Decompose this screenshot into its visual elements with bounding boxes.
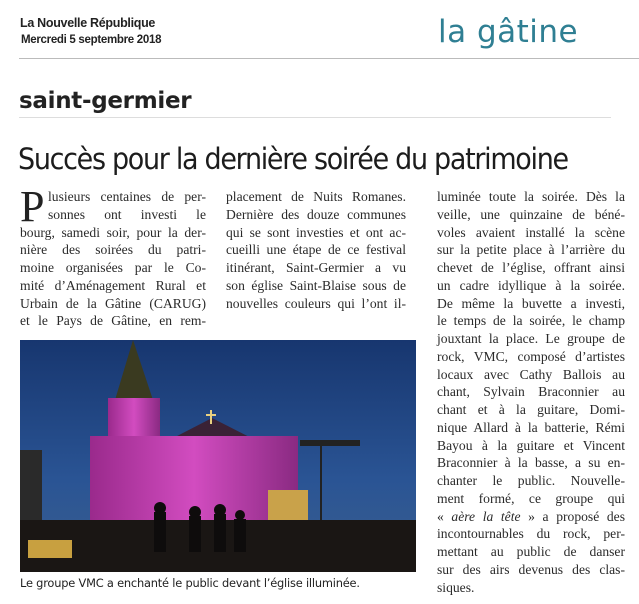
text-line: moine organisées par le Co-	[20, 260, 206, 275]
text-line: chanter le public. Nouvelle-	[437, 473, 625, 488]
article-column-1	[20, 182, 206, 330]
text-line: siques.	[437, 579, 475, 595]
article-column-3	[437, 188, 625, 596]
issue-date: Mercredi 5 septembre 2018	[21, 34, 162, 46]
text-line: nouvelles couleurs qui l’ont il-	[226, 295, 406, 311]
text-line: son église Saint-Blaise sous de	[226, 277, 406, 293]
text-line: Braconnier à la basse, a su en-	[437, 455, 625, 471]
text-line: itinérant, Saint-Germier a vu	[226, 260, 406, 275]
text-line: sonnes ont investi le	[48, 206, 206, 222]
town-heading: saint-germier	[19, 88, 192, 114]
text-line: jouxtant la place. Le groupe de	[437, 331, 625, 346]
text-line: Dernière des douze communes	[226, 206, 406, 222]
text-line: placement de Nuits Romanes.	[226, 189, 406, 204]
text-line: sur des airs devenus des clas-	[437, 561, 625, 577]
text-line: rock, VMC, composé d’artistes	[437, 348, 625, 364]
text-line: chant et à la guitare, Domi-	[437, 402, 625, 417]
text-line: le temps de la soirée, le champ	[437, 313, 625, 329]
newspaper-name: La Nouvelle République	[20, 16, 156, 30]
article-title: Succès pour la dernière soirée du patrimoine	[18, 142, 568, 176]
text-line: Urbain de la Gâtine (CARUG)	[20, 295, 206, 311]
article-column-2	[226, 188, 406, 312]
photo-caption: Le groupe VMC a enchanté le public devant l’église illuminée.	[20, 576, 360, 590]
text-line: ment formé, ce groupe qui	[437, 490, 625, 506]
text-line: « aère la tête » a proposé des	[437, 508, 625, 524]
header-divider	[19, 58, 639, 59]
text-line: qui se sont investies et ont ac-	[226, 224, 406, 240]
text-line: bourg, samedi soir, pour la der-	[20, 224, 206, 240]
text-line: un cadre idyllique à la soirée.	[437, 277, 625, 293]
text-line: sur la petite place à l’arrière du	[437, 242, 625, 258]
drop-cap: P	[20, 182, 45, 231]
text-line: mettant au public de danser	[437, 544, 625, 559]
text-line: mité d’Aménagement Rural et	[20, 277, 206, 293]
text-line: Bayou à la guitare et Vincent	[437, 437, 625, 453]
text-line: luminée toute la soirée. Dès la	[437, 189, 625, 204]
text-line: De même la buvette a investi,	[437, 295, 625, 311]
text-line: cueilli une étape de ce festival	[226, 242, 406, 258]
town-divider	[19, 117, 611, 118]
text-line: incontournables du rock, per-	[437, 526, 625, 542]
text-line: voles avaient installé la scène	[437, 224, 625, 240]
text-line: locaux avec Cathy Ballois au	[437, 366, 625, 382]
text-line: et le Pays de Gâtine, en rem-	[20, 313, 206, 329]
text-line: nique Allard à la batterie, Rémi	[437, 419, 625, 435]
text-line: nière des soirées du patri-	[20, 242, 206, 258]
text-line: chevet de l’église, offrant ainsi	[437, 260, 625, 275]
text-line: chant, Sylvain Braconnier au	[437, 384, 625, 400]
section-title: la gâtine	[438, 14, 579, 50]
text-line: veille, une quinzaine de béné-	[437, 206, 625, 222]
concert-photo	[20, 340, 416, 572]
text-line: lusieurs centaines de per-	[48, 189, 206, 204]
